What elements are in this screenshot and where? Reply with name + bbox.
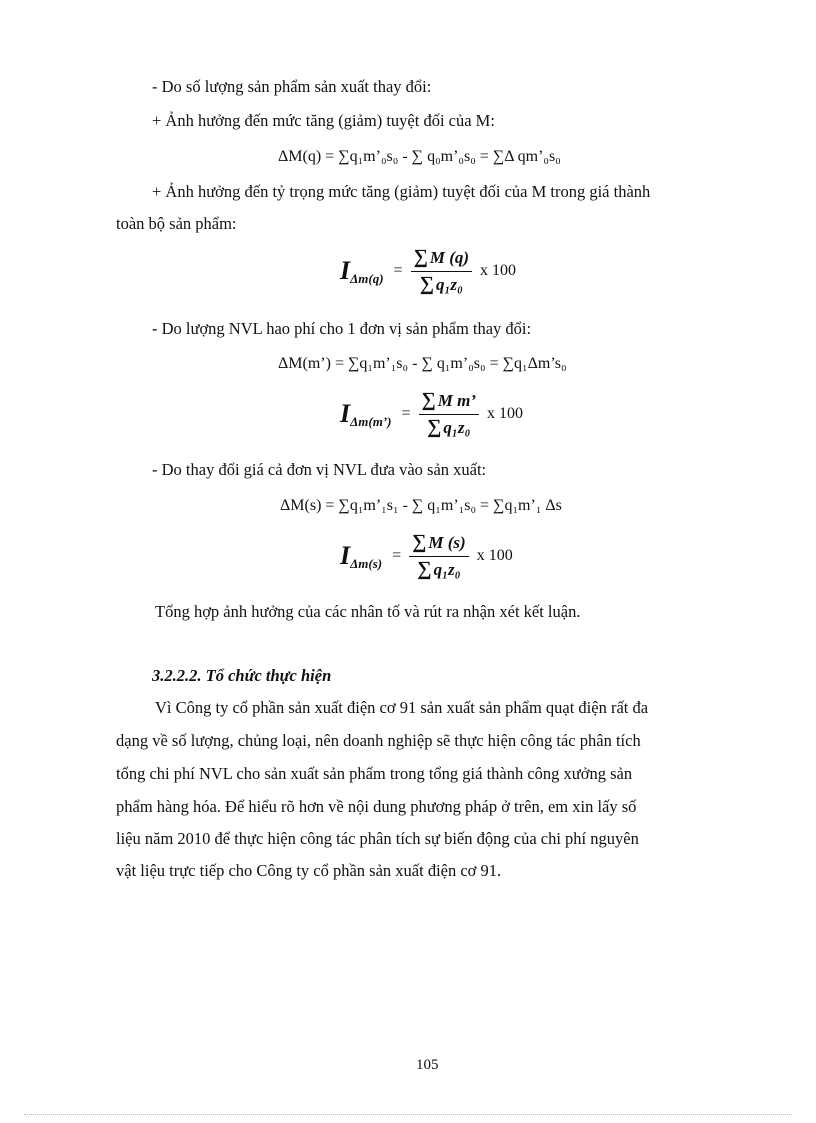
equation-delta-mm: ΔM(m’) = ∑q₁m’₁s₀ - ∑ q₁m’₀s₀ = ∑q₁Δm’s₀ xyxy=(278,355,567,372)
formula-index-m: I Δm(m’) = $\frac{\text{∑ M m’}}{\text{∑ q₁z₀}}$ x 100 xyxy=(340,389,524,438)
fraction-numerator: M m’ xyxy=(437,391,477,410)
equation-delta-mq: ΔM(q) = ∑q₁m’₀s₀ - ∑ q₀m’₀s₀ = ∑Δ qm’₀s₀ xyxy=(278,148,561,165)
text-line: Tổng hợp ảnh hưởng của các nhân tố và rút ra nhận xét kết luận. xyxy=(155,602,581,621)
multiplier: x 100 xyxy=(487,405,524,422)
paragraph-line: dạng về số lượng, chủng loại, nên doanh nghiệp sẽ thực hiện công tác phân tích xyxy=(116,731,641,750)
fraction: $\frac{\text{∑ M m’}}{\text{∑ q₁z₀}}$ xyxy=(419,389,480,439)
text-line: + Ảnh hưởng đến tỷ trọng mức tăng (giảm) tuyệt đối của M trong giá thành xyxy=(152,182,651,201)
fraction-denominator: q₁z₀ xyxy=(443,418,471,437)
paragraph-line: Vì Công ty cổ phần sản xuất điện cơ 91 sản xuất sản phẩm quạt điện rất đa xyxy=(155,698,649,717)
page-number: 105 xyxy=(416,1057,439,1073)
formula-symbol: I xyxy=(340,399,351,428)
text-line: toàn bộ sản phẩm: xyxy=(116,214,237,233)
equation-delta-ms: ΔM(s) = ∑q₁m’₁s₁ - ∑ q₁m’₁s₀ = ∑q₁m’₁ Δs xyxy=(280,497,562,514)
paragraph-line: vật liệu trực tiếp cho Công ty cổ phần sản xuất điện cơ 91. xyxy=(116,861,502,880)
text-line: + Ảnh hưởng đến mức tăng (giảm) tuyệt đối của M: xyxy=(152,111,495,130)
footer-rule xyxy=(24,1114,792,1115)
formula-index-q: I Δm(q) = $\frac{\sum M (q)}{\text{∑ q₁z₀}}$ x 100 xyxy=(340,246,517,295)
formula-symbol: I xyxy=(340,256,351,285)
formula-symbol: I xyxy=(340,541,351,570)
fraction: $\frac{\sum M (q)}{\text{∑ q₁z₀}}$ xyxy=(411,246,472,296)
fraction-numerator: M (q) xyxy=(429,248,470,267)
text-line: - Do số lượng sản phẩm sản xuất thay đổi: xyxy=(152,77,432,96)
paragraph-line: phẩm hàng hóa. Để hiểu rõ hơn về nội dung phương pháp ở trên, em xin lấy số xyxy=(116,797,637,816)
fraction-denominator: q₁z₀ xyxy=(435,275,463,294)
fraction: $\frac{\sum M (s)}{\text{∑ q₁z₀}}$ xyxy=(409,531,469,581)
section-heading: 3.2.2.2. Tổ chức thực hiện xyxy=(152,666,332,685)
formula-index-s: I Δm(s) = $\frac{\sum M (s)}{\text{∑ q₁z₀}}$ x 100 xyxy=(340,531,513,580)
text-line: - Do lượng NVL hao phí cho 1 đơn vị sản phẩm thay đổi: xyxy=(152,319,532,338)
fraction-numerator: M (s) xyxy=(428,533,466,552)
multiplier: x 100 xyxy=(476,547,513,564)
formula-subscript: Δm(s) xyxy=(350,556,383,571)
fraction-denominator: q₁z₀ xyxy=(433,560,461,579)
multiplier: x 100 xyxy=(480,262,517,279)
paragraph-line: liệu năm 2010 để thực hiện công tác phân tích sự biến động của chi phí nguyên xyxy=(116,829,639,848)
text-line: - Do thay đổi giá cả đơn vị NVL đưa vào sản xuất: xyxy=(152,460,487,479)
formula-subscript: Δm(q) xyxy=(350,271,384,286)
paragraph-line: tổng chi phí NVL cho sản xuất sản phẩm trong tổng giá thành công xưởng sản xyxy=(116,764,633,783)
formula-subscript: Δm(m’) xyxy=(350,414,392,429)
